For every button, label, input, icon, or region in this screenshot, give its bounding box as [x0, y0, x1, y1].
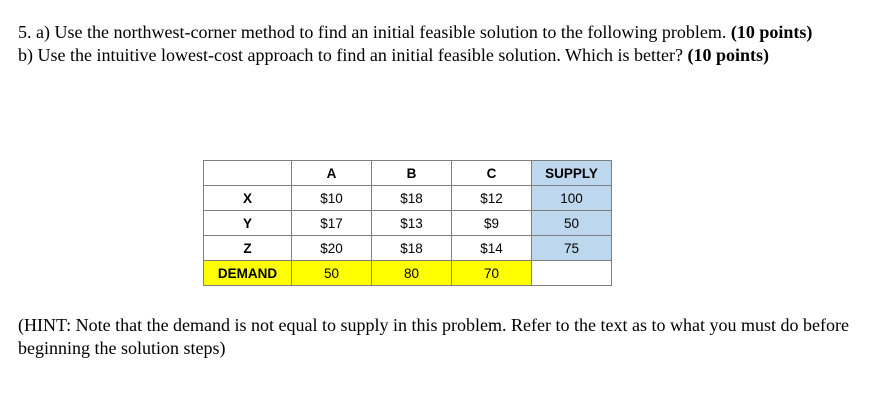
- column-header-b: B: [372, 161, 452, 186]
- cost-cell-x-c: $12: [452, 186, 532, 211]
- cost-cell-x-a: $10: [292, 186, 372, 211]
- question-part-b: [18, 44, 878, 67]
- row-label-y: Y: [204, 211, 292, 236]
- row-label-z: Z: [204, 236, 292, 261]
- row-label-x: X: [204, 186, 292, 211]
- question-part-b-points: (10 points): [687, 44, 770, 65]
- question-part-a-text: 5. a) Use the northwest-corner method to find an initial feasible solution to the following problem.: [18, 22, 731, 42]
- table-header-row: [204, 161, 612, 186]
- supply-cell-x: 100: [532, 186, 612, 211]
- cost-cell-y-b: $13: [372, 211, 452, 236]
- supply-cell-z: 75: [532, 236, 612, 261]
- header-corner-cell: [204, 161, 292, 186]
- demand-cell-c: 70: [452, 261, 532, 286]
- demand-supply-corner: [532, 261, 612, 286]
- question-text: [18, 21, 878, 66]
- table-row-y: [204, 211, 612, 236]
- column-header-c: C: [452, 161, 532, 186]
- table-row-z: [204, 236, 612, 261]
- supply-header: SUPPLY: [532, 161, 612, 186]
- demand-label: DEMAND: [204, 261, 292, 286]
- demand-cell-b: 80: [372, 261, 452, 286]
- transportation-table: [203, 160, 612, 286]
- demand-cell-a: 50: [292, 261, 372, 286]
- transportation-table-container: [203, 160, 612, 286]
- question-part-a-points: (10 points): [730, 22, 813, 42]
- column-header-a: A: [292, 161, 372, 186]
- question-part-b-text: b) Use the intuitive lowest-cost approach to find an initial feasible solution. Which is better?: [18, 44, 688, 65]
- cost-cell-z-c: $14: [452, 236, 532, 261]
- cost-cell-z-b: $18: [372, 236, 452, 261]
- cost-cell-z-a: $20: [292, 236, 372, 261]
- table-row-x: [204, 186, 612, 211]
- cost-cell-y-a: $17: [292, 211, 372, 236]
- question-part-a: [18, 21, 878, 44]
- cost-cell-y-c: $9: [452, 211, 532, 236]
- table-demand-row: [204, 261, 612, 286]
- hint-text-block: [18, 314, 878, 359]
- supply-cell-y: 50: [532, 211, 612, 236]
- hint-text: (HINT: Note that the demand is not equal to supply in this problem. Refer to the text as to what you must do before beginning the solution steps): [18, 315, 849, 358]
- cost-cell-x-b: $18: [372, 186, 452, 211]
